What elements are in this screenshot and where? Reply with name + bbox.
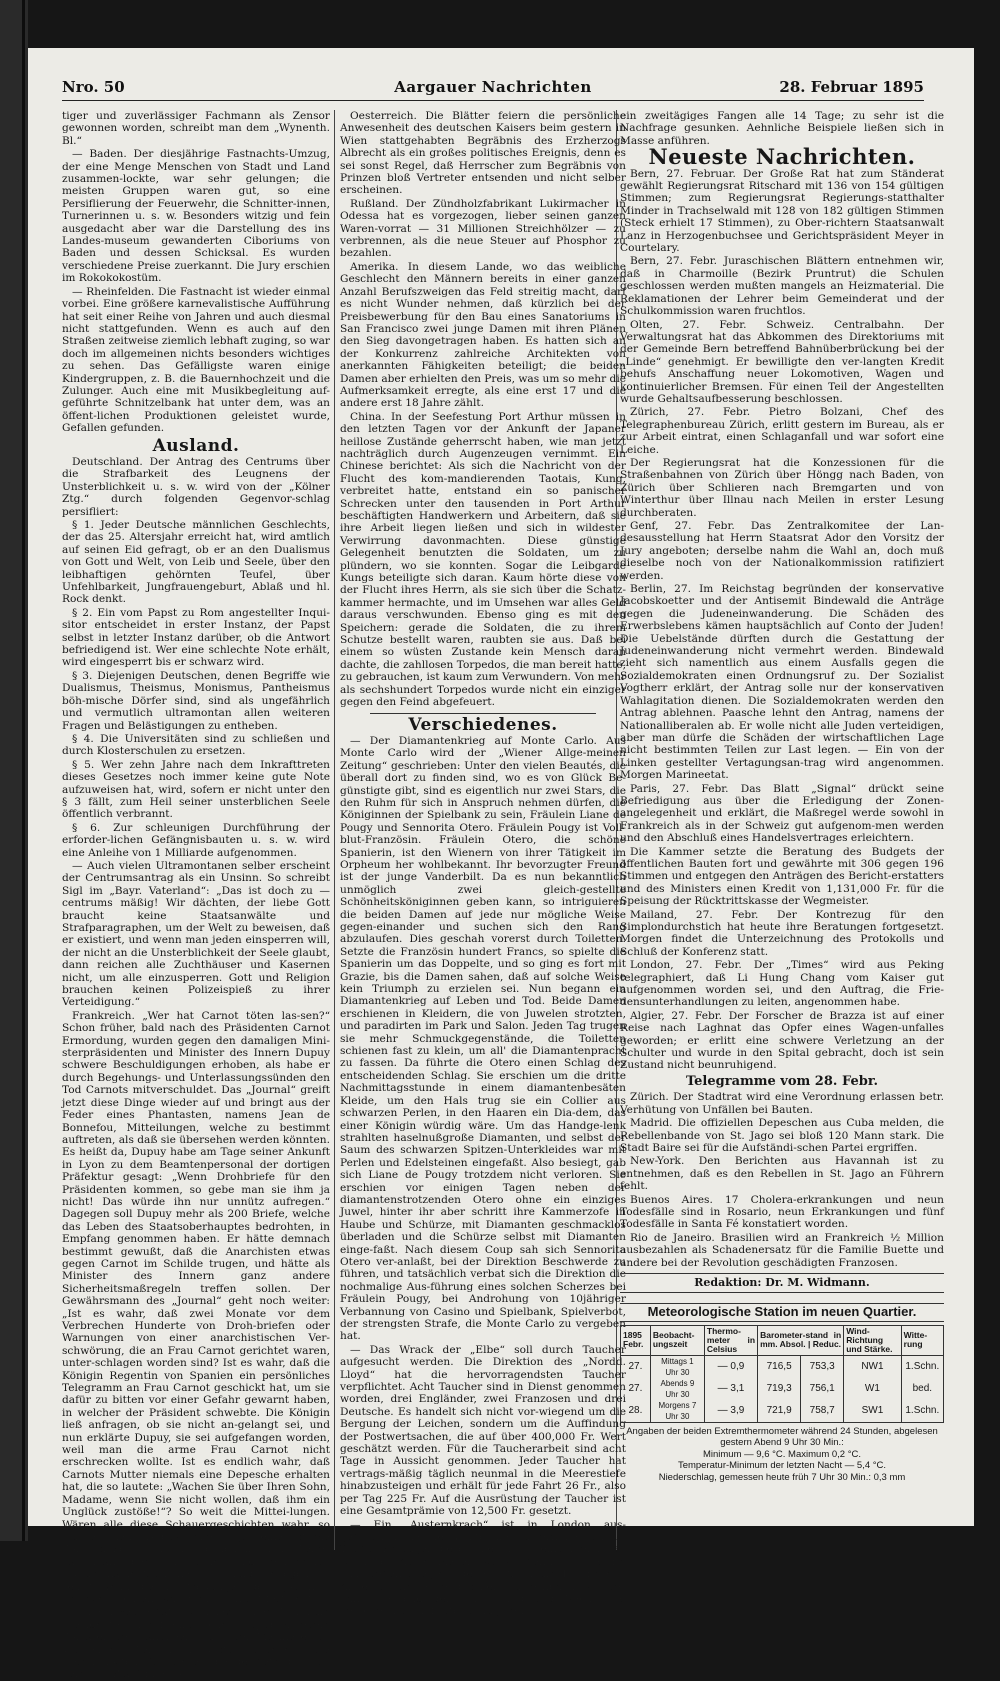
table-cell: Mittags 1 Uhr 30 [650,1355,704,1378]
binding-edge [22,0,25,1541]
news-item: Die Kammer setzte die Beratung des Budgets der öffentlichen Bauten fort und gewährte mit 306 gegen 196 Stimmen und entgegen den Anträgen des Bericht-erstatters und des Ministers einen Kredit von 1,131,000 Fr. für die Speisung der Rücktrittskasse der Wegmeister. [620,845,944,908]
table-cell: 28. [621,1400,651,1423]
article-paragraph: § 1. Jeder Deutsche männlichen Geschlechts, der das 25. Altersjahr erreicht hat, wird amtlich auf seinen Eid gefragt, ob er an den Dualismus von Gott und Welt, von Leib und Seele, über den leibhaftigen gehörnten Teufel, über Unfehlbarkeit, Jungfrauengeburt, Ablaß und hl. Rock denkt. [62,519,330,606]
article-paragraph: Oesterreich. Die Blätter feiern die persönliche Anwesenheit des deutschen Kaisers beim gestern in Wien stattgehabten Begräbnis des Erzherzogs Albrecht als ein großes politisches Ereignis, denn es sei sonst Regel, daß Herrscher zum Begräbnis von Prinzen bloß Vertreter entsenden und nicht selber erscheinen. [340,110,626,197]
table-cell: 1.Schn. [901,1355,943,1378]
weather-table-header [621,1325,944,1355]
article-paragraph: § 6. Zur schleunigen Durchführung der erforder-lichen Gefängnisbauten u. s. w. wird eine Anleihe von 1 Milliarde aufgenommen. [62,821,330,859]
column-header: Barometer-stand in mm. Absol. | Reduc. [758,1325,844,1355]
telegram-item: Buenos Aires. 17 Cholera-erkrankungen und neun Todesfälle sind in Rosario, neun Erkrankungen und fünf Todesfälle in Santa Fé konstatiert worden. [620,1193,944,1231]
column-2 [340,110,626,1618]
article-paragraph: China. In der Seefestung Port Arthur müssen in den letzten Tagen vor der Ankunft der Japaner heillose Zustände geherrscht haben, wie man jetzt nachträglich durch Augenzeugen vernimmt. Ein Chinese berichtet: Als sich die Nachricht von der Flucht des kom-mandierenden Taotais, Kung, verbreitet hatte, entstand ein so panischer Schrecken unter den tausenden in Port Arthur beschäftigten Handwerkern und Arbeitern, daß sie ihre Arbeit liegen ließen und sich in wildester Verwirrung davonmachten. Diese günstige Gelegenheit benutzten die Soldaten, um zu plündern, wo sie konnten. Sogar die Leibgarde Kungs beteiligte sich daran. Kaum hörte diese von der Flucht ihres Herrn, als sie sich über die Schatz-kammer hermachte, und im Umsehen war alles Geld daraus verschwunden. Ebenso ging es mit den Speichern: gerade die Soldaten, die zu ihrem Schutze bestellt waren, raubten sie aus. Daß bei einem so wüsten Zustande kein Mensch daran dachte, die zahllosen Torpedos, die man bereit hatte, zu gebrauchen, ist kaum zum Verwundern. Von mehr als sechshundert Torpedos wurde nicht ein einziger gegen den Feind abgefeuert. [340,410,626,709]
news-item: London, 27. Febr. Der „Times“ wird aus Peking telegraphiert, daß Li Hung Chang vom Kaiser gut aufgenommen worden sei, und den Auftrag, die Frie-densunterhandlungen zu leiten, angenommen habe. [620,959,944,1009]
article-paragraph: — Ein „Austernkrach“ ist in London aus-gebrochen, da die Aerzte die Austern neulich als Typhus-Erzeuger bezeichneten. In einem einzigen Londoner Austernkeller, wo wöchentlich 2000 Fr. einzugehen pflegten, gehen jetzt kaum 100 Fr. ein. An einer großen englischen Austernbank, wo der Fang während der Saison Tag und Nacht 300 Personen beschäftigte, genügt jetzt [340,1518,626,1618]
table-cell: Abends 9 Uhr 30 [650,1378,704,1400]
table-cell: Morgens 7 Uhr 30 [650,1400,704,1423]
news-item: Bern, 27. Febr. Juraschischen Blättern entnehmen wir, daß in Charmoille (Bezirk Pruntrut) die Schulen geschlossen werden mußten mangels an Heizmaterial. Die Reklamationen der Lehrer beim Gemeinderat und der Schulkommission waren fruchtlos. [620,255,944,318]
table-cell: 719,3 [758,1378,801,1400]
table-row [621,1378,944,1400]
article-paragraph: tiger und zuverlässiger Fachmann als Zensor gewonnen worden, schreibt man dem „Wynenth. Bl.“ [62,110,330,147]
telegram-item: Madrid. Die offiziellen Depeschen aus Cuba melden, die Rebellenbande von St. Jago sei bloß 120 Mann stark. Die Stadt Baire sei für die Aufständi-schen Partei ergriffen. [620,1117,944,1154]
column-1 [62,110,330,1681]
table-cell: 758,7 [801,1400,844,1423]
table-cell: bed. [901,1378,943,1400]
article-paragraph: Frankreich. „Wer hat Carnot töten las-sen?“ Schon früher, bald nach des Präsidenten Carnot Ermordung, wurden gegen den damaligen Mini-sterpräsidenten und Minister des Innern Dupuy schwere Beschuldigungen erhoben, als habe er durch Begehungs- und Unterlassungssünden den Tod Carnots mitverschuldet. Das „Journal“ greift jetzt diese Dinge wieder auf und bringt aus der Feder eines Phantasten, namens Jean de Bonnefou, Mitteilungen, welche zu bestimmt auftreten, als daß sie übersehen werden könnten. Es heißt da, Dupuy habe am Tage seiner Ankunft in Lyon zu dem Beamtenpersonal der dortigen Präfektur gesagt: „Wenn Drohbriefe für den Präsidenten kommen, so gebe man sie ihm ja nicht! Das würde ihn nur unnütz aufregen.“ Dagegen soll Dupuy mehr als 200 Briefe, welche das Leben des Staatsoberhauptes bedrohten, in Empfang genommen haben. Er hätte demnach bestimmt gewußt, daß die Anarchisten etwas gegen Carnot im Schilde trugen, und hätte als Minister des Innern ganz andere Sicherheitsmaßregeln treffen sollen. Der Gewährsmann des „Journal“ geht noch weiter: „Ist es wahr, daß zwei Monate vor dem Verbrechen Hunderte von Droh-briefen oder Warnungen von einer anarchistischen Ver-schwörung, die an Frau Carnot gerichtet waren, unter-schlagen worden sind? Ist es wahr, daß die Königin Regentin von Spanien ein persönliches Telegramm an Frau Carnot geschickt hat, um sie dafür zu bitten vor einer Gefahr gewarnt haben, in welcher der Präsident schwebte. Die Königin ließ anfragen, ob sie nicht an-gelangt sei, und nun erklärte Dupuy, sie sei aufgefangen worden, weil man die arme Frau Carnot nicht erschrecken wollte. Ist es endlich wahr, daß Carnots Mutter niemals eine Depesche erhalten hat, die so lautete: „Wachen Sie über Ihren Sohn, Madame, wenn Sie nicht wollen, daß ihm ein Unglück zustöße!“? So weit die Mittei-lungen. Wären alle diese Schauergeschichten wahr, so würde man Dupuy allerdings eine starke Sorglosigkeit nicht absprechen können. Weiter darf man aber nicht gehen und dem armen Dupuy namentlich keine Schuld beilegen — selbst wenn die Ausstreuungen des „Jour-nal“ wahr sein sollten, was wir noch nicht feststeht. [62,1009,330,1605]
newspaper-title: Aargauer Nachrichten [394,78,592,96]
news-item: Paris, 27. Febr. Das Blatt „Signal“ drückt seine Befriedigung aus über die Erledigung der Zonen-angelegenheit und erklärt, die Maßregel werde sowohl in Frankreich als in der Schweiz gut aufgenom-men werden und den Abschluß eines Handelsvertrages erleichtern. [620,782,944,845]
issue-date: 28. Februar 1895 [779,78,924,96]
newspaper-page [28,48,974,1681]
table-cell: 721,9 [758,1400,801,1423]
column-header: Thermo-meter in Celsius [704,1325,757,1355]
section-heading: Ausland. [152,435,240,456]
table-cell: — 0,9 [704,1355,757,1378]
weather-note: Temperatur-Minimum der letzten Nacht — 5,4 °C. [677,1460,887,1472]
column-3 [620,110,944,1558]
divider [370,713,596,714]
section-heading: Verschiedenes. [408,714,558,735]
table-cell: 756,1 [801,1378,844,1400]
news-item: Mailand, 27. Febr. Der Kontrezug für den Simplondurchstich hat heute ihre Beratungen fortgesetzt. Morgen findet die Unterzeichnung des Protokolls und Schluß der Konferenz statt. [620,908,944,958]
table-row [621,1355,944,1378]
weather-note: Minimum — 9,6 °C. Maximum 0,2 °C. [702,1448,862,1460]
table-cell: W1 [844,1378,901,1400]
table-cell: 1.Schn. [901,1400,943,1423]
table-cell: — 3,9 [704,1400,757,1423]
column-header: Witte-rung [901,1325,943,1355]
weather-note: Angaben der beiden Extremthermometer während 24 Stunden, abgelesen gestern Abend 9 Uhr 30 Min.: [626,1425,938,1449]
article-paragraph: § 2. Ein vom Papst zu Rom angestellter Inqui-sitor entscheidet in erster Instanz, der Papst selbst in letzter Instanz darüber, ob die Antwort befriedigend ist. Wer eine schlechte Note erhält, wird eingesperrt bis er schwarz wird. [62,606,330,669]
column-header: Beobacht-ungszeit [650,1325,704,1355]
weather-table [620,1325,944,1423]
article-paragraph: Amerika. In diesem Lande, wo das weibliche Geschlecht den Männern bereits in einer ganzen Anzahl Berufszweigen das Feld streitig macht, darf es nicht Wunder nehmen, daß kürzlich bei der Preisbewerbung für den Bau eines Sanatoriums in San Francisco zwei junge Damen mit ihren Plänen den Sieg davongetragen haben. Es hatten sich an der Konkurrenz zahlreiche Architekten von anerkannten Fähigkeiten beteiligt; die beiden Damen aber erhielten den Preis, was um so mehr die Aufmerksamkeit erregte, als eine erst 17 und die andere erst 18 Jahre zählt. [340,260,626,410]
weather-note: Niederschlag, gemessen heute früh 7 Uhr 30 Min.: 0,3 mm [658,1471,906,1483]
article-paragraph: — Rheinfelden. Die Fastnacht ist wieder einmal vorbei. Eine größere karnevalistische Aufführung hat seit einer Reihe von Jahren und auch diesmal nicht stattgefunden. Wenn es auch auf den Straßen zeitweise ziemlich lebhaft zuging, so war doch im allgemeinen nichts besonders wichtiges zu sehen. Das Gefälligste waren einige Kindergruppen, z. B. die Bauernhochzeit und die Zulunger. Auch eine mit Musikbegleitung auf-geführte Schnitzelbank hat unter dem, was an öffent-lichen Produktionen geleistet wurde, Gefallen gefunden. [62,285,330,435]
column-rule [334,110,335,1550]
article-paragraph: § 5. Wer zehn Jahre nach dem Inkrafttreten dieses Gesetzes noch immer keine gute Note aufzuweisen hat, wird, sofern er nicht unter den § 3 fällt, zum Heil seiner unsterblichen Seele öffentlich verbrannt. [62,758,330,821]
weather-station-title: Meteorologische Station im neuen Quartier. [620,1303,944,1321]
masthead [62,78,924,101]
telegram-item: Zürich. Der Stadtrat wird eine Verordnung erlassen betr. Verhütung von Unfällen bei Bauten. [620,1091,944,1116]
table-cell: SW1 [844,1400,901,1423]
article-paragraph: — Felix Faure hat aus Anlaß seiner Wahl zum Präsidenten der französischen Republik jedem Soldaten des Landheeres und der Marine einen Viertelliter Wein zum Besten gegeben. Die Gesamtkosten für diese Spende beträgt nach dem „Gil Blas“ Fr. 69,000. [62,1606,330,1681]
column-header: 1895 Febr. [621,1325,651,1355]
article-paragraph: — Das Wrack der „Elbe“ soll durch Taucher aufgesucht werden. Die Direktion des „Nordd. Lloyd“ hat die hervorragendsten Taucher verpflichtet. Acht Taucher sind in Dienst genommen worden, drei Engländer, zwei Franzosen und drei Deutsche. Es handelt sich nicht vor-wiegend um die Bergung der Leichen, sondern um die Auffindung der Postwertsachen, die auf über 400,000 Fr. Wert geschätzt werden. Für die Taucherarbeit sind acht Tage in Aussicht genommen. Jeder Taucher hat vertrags-mäßig täglich neunmal in die Meerestiefe hinabzusteigen und erhält für jede Fahrt 26 Fr., also per Tag 225 Fr. Auf die Ausrüstung der Taucher ist eine Gesamtprämie von 12,500 Fr. gesetzt. [340,1343,626,1518]
section-heading: Neueste Nachrichten. [648,144,916,170]
article-paragraph: — Der Diamantenkrieg auf Monte Carlo. Aus Monte Carlo wird der „Wiener Allge-meinen Zeitung“ geschrieben: Unter den vielen Beautés, die überall dort zu finden sind, wo es von Glück Be-günstigte gibt, sind es eigentlich nur zwei Stars, die den Ruhm für sich in Anspruch nehmen dürfen, die Königinnen der Spielbank zu sein, Fräulein Liane de Pougy und Sennorita Otero. Fräulein Pougy ist Voll-blut-Französin. Fräulein Otero, die schöne Spanierin, ist den Wienern von ihrer Tätigkeit im Orpheum her wohlbekannt. Ihr bevorzugter Freund ist der junge Vanderbilt. Da es nun bekanntlich unmöglich zwei gleich-gestellte Schönheitsköniginnen geben kann, so intriguieren die beiden Damen auf jede nur mögliche Weise gegen-einander und suchen sich den Rang abzulaufen. Dies geschah vorerst durch Toiletten. Setzte die Französin hundert Francs, so spielte die Spanierin um das Doppelte, und so ging es fort mit Grazie, bis die Damen sahen, daß auf solche Weise kein Triumph zu erzielen sei. Nun begann ein Diamantenkrieg auf Leben und Tod. Beide Damen erschienen in Kleidern, die von Juwelen strotzten, und paradirten im Park und Salon. Jeden Tag trugen sie mehr Schmuckgegenstände, die Toiletten schienen fast zu klein, um all' die Diamantenpracht zu fassen. Da führte die Otero einen Schlag des entscheidenden Schlag. Sie erschien um die dritte Nachmittagsstunde in einem diamantenbesäten Kleide, um den Hals trug sie ein Collier aus schwarzen Perlen, in den Haaren ein Dia-dem, das einer Königin würdig wäre. Um das Handge-lenk strahlten haselnußgroße Diamanten, und selbst der Saum des schwarzen Spitzen-Unterkleides war mit Perlen und Edelsteinen eingefaßt. Also besiegt, gab sich Liane de Pougy trotzdem nicht verloren. Sie erschien vor einigen Tagen neben der diamantenstrotzenden Otero ohne ein einziges Juwel, hinter ihr aber schritt ihre Kammerzofe in Haube und Schürze, mit Diamanten geschmacklos überladen und die Schürze selbst mit Diamanten einge-faßt. Nach diesem Coup sah sich Sennorita Otero ver-anlaßt, bei der Direktion Beschwerde zu führen, und tatsächlich verbat sich die Direktion die nochmalige Aus-führung eines solchen Scherzes bei Fräulein Pougy, bei Androhung von 10jähriger Verbannung von Casino und Spielbank, Spielverbot, der strengsten Strafe, die Monte Carlo zu vergeben hat. [340,734,626,1343]
table-cell: NW1 [844,1355,901,1378]
article-paragraph: — Baden. Der diesjährige Fastnachts-Umzug, der eine Menge Menschen von Stadt und Land zusammen-lockte, war sehr gelungen; die meisten Gruppen waren gut, so eine Persiflierung der Feuerwehr, die Schnitter-innen, Turnerinnen u. s. w. Besonders witzig und fein ausgedacht aber war die Darstellung des ins Landes-museum gewanderten Ciboriums von Baden und dessen Schicksal. Es wurden verschiedene Preise zuerkannt. Die Jury erschien im Rokokokostüm. [62,148,330,285]
table-cell: 27. [621,1378,651,1400]
table-cell: 716,5 [758,1355,801,1378]
news-item: Der Regierungsrat hat die Konzessionen für die Straßenbahnen von Zürich über Höngg nach Baden, von Zürich über Schlieren nach Bremgarten und von Winterthur über Illnau nach Meilen in erster Lesung durchberaten. [620,456,944,519]
article-paragraph: ein zweitägiges Fangen alle 14 Tage; zu sehr ist die Nachfrage gesunken. Aehnliche Beispiele ließen sich in Masse anführen. [620,110,944,147]
table-cell: 753,3 [801,1355,844,1378]
page-gutter [0,0,28,1541]
article-paragraph: Deutschland. Der Antrag des Centrums über die Strafbarkeit des Leugnens der Unsterblichkeit u. s. w. wird von der „Kölner Ztg.“ durch folgenden Gegenvor-schlag persifliert: [62,455,330,518]
issue-number: Nro. 50 [62,78,125,96]
article-paragraph: Rußland. Der Zündholzfabrikant Lukirmacher in Odessa hat es vorgezogen, lieber seinen ganzen Waren-vorrat — 31 Millionen Streichhölzer — zu verbrennen, als die neue Steuer auf Phosphor zu bezahlen. [340,197,626,260]
telegram-item: Rio de Janeiro. Brasilien wird an Frankreich ½ Million ausbezahlen als Schadenersatz für die Familie Buette und andere bei der Revolution geschädigten Franzosen. [620,1231,944,1269]
table-row [621,1400,944,1423]
column-header: Wind-Richtung und Stärke. [844,1325,901,1355]
news-item: Algier, 27. Febr. Der Forscher de Brazza ist auf einer Reise nach Laghnat das Opfer eines Wagen-unfalles geworden; er erlitt eine schwere Verletzung an der Schulter und wurde in den Spital gebracht, doch ist sein Zustand nicht beunruhigend. [620,1009,944,1072]
editor-credit: Redaktion: Dr. M. Widmann. [620,1273,944,1293]
table-cell: — 3,1 [704,1378,757,1400]
table-cell: 27. [621,1355,651,1378]
news-item: Bern, 27. Februar. Der Große Rat hat zum Ständerat gewählt Regierungsrat Ritschard mit 136 von 154 gültigen Stimmen; zum Regierungsrat Regierungs-statthalter Minder in Trachselwald mit 128 von 182 gültigen Stimmen (Steck erhielt 17 Stimmen), zu Ober-richtern Staatsanwalt Lanz in Herzogenbuchsee und Gerichtspräsident Meyer in Courtelary. [620,167,944,255]
news-item: Zürich, 27. Febr. Pietro Bolzani, Chef des Telegraphenbureau Zürich, erlitt gestern im Bureau, als er zur Arbeit eintrat, einen Schlaganfall und war sofort eine Leiche. [620,406,944,456]
article-paragraph: § 3. Diejenigen Deutschen, denen Begriffe wie Dualismus, Theismus, Monismus, Pantheismus böh-mische Dörfer sind, sind als ungefährlich und vermutlich ultramontan allen weiteren Fragen und Belästigungen zu entheben. [62,669,330,732]
telegram-item: New-York. Den Berichten aus Havannah ist zu entnehmen, daß es den Rebellen in St. Jago an Führern fehlt. [620,1155,944,1193]
telegram-heading: Telegramme vom 28. Febr. [685,1073,879,1089]
article-paragraph: § 4. Die Universitäten sind zu schließen und durch Klosterschulen zu ersetzen. [62,732,330,758]
news-item: Berlin, 27. Im Reichstag begründen der konservative Jacobskoetter und der Antisemit Bindewald die Anträge gegen die Judeneinwanderung. Die Schäden des Erwerbslebens kämen hauptsächlich auf Conto der Juden! Die Uebelstände dürften durch die Gestattung der Judeneinwanderung nicht vermehrt werden. Bindewald zieht sich namentlich aus einem Ausfalls gegen die Sozialdemokraten einen Ordnungsruf zu. Der Sozialist Vogtherr erklärt, der Antrag solle nur der konservativen Wahlagitation dienen. Die Sozialdemokraten werden den Antrag ablehnen. Paasche lehnt den Antrag, namens der Nationalliberalen ab. Er wolle nicht alle Juden verteidigen, aber man dürfe die Schäden der wirtschaftlichen Lage nicht bestimmten Teilen zur Last legen. — Ein von der Linken gestellter Vertagungsan-trag wird angenommen. Morgen Marineetat. [620,583,944,782]
news-item: Genf, 27. Febr. Das Zentralkomitee der Lan-desausstellung hat Herrn Staatsrat Ador den Vorsitz der Jury angeboten; derselbe nahm die Wahl an, doch muß dieselbe noch von der Nationalkommission ratifiziert werden. [620,520,944,582]
news-item: Olten, 27. Febr. Schweiz. Centralbahn. Der Verwaltungsrat hat das Abkommen des Direktoriums mit der Gemeinde Bern betreffend Bahnüberbrückung bei der „Linde“ genehmigt. Er bewilligte den ver-langten Kredit behufs Anschaffung neuer Lokomotiven, Wagen und kontinuierlicher Bremsen. Für einen Teil der Angestellten wurde Gehaltsaufbesserung beschlossen. [620,318,944,405]
article-paragraph: — Auch vielen Ultramontanen selber erscheint der Centrumsantrag als ein Unsinn. So schreibt Sigl im „Bayr. Vaterland“: „Das ist doch zu — centrums mäßig! Wir dächten, der liebe Gott braucht keine Staatsanwälte und Strafparagraphen, um der Welt zu beweisen, daß er existiert, und wenn man jeden einsperren will, der nicht an die Unsterblichkeit der Seele glaubt, dann reichen alle Zuchthäuser und Kasernen nicht, um alle einzusperren. Gott und Religion brauchen keinen Polizeispieß zu ihrer Verteidigung.“ [62,859,330,1009]
